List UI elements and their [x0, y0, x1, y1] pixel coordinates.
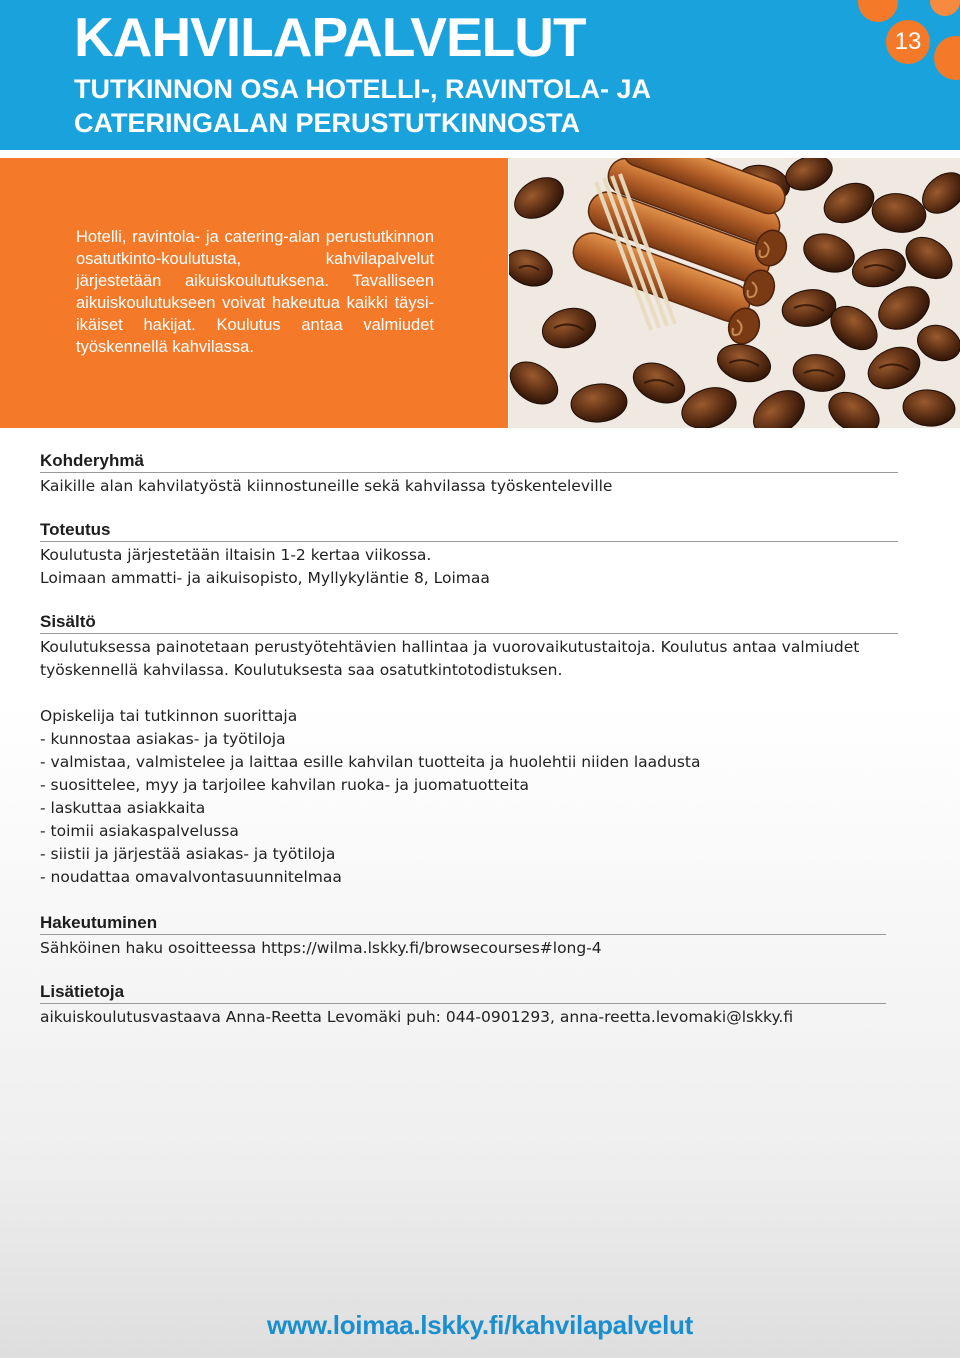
section-body	[40, 475, 898, 498]
page-subtitle: TUTKINNON OSA HOTELLI-, RAVINTOLA- JA CATERINGALAN PERUSTUTKINNOSTA	[74, 74, 650, 138]
contact-line: aikuiskoulutusvastaava Anna-Reetta Levomäki puh: 044-0901293, anna-reetta.levomaki@lskky.fi	[40, 1008, 794, 1026]
section-toteutus	[40, 519, 898, 590]
skills-list	[40, 705, 700, 889]
body-line: Koulutusta järjestetään iltaisin 1-2 kertaa viikossa.	[40, 546, 432, 564]
section-body	[40, 636, 898, 682]
header-divider	[0, 150, 960, 158]
list-item: - noudattaa omavalvontasuunnitelmaa	[40, 868, 342, 886]
section-title: Hakeutuminen	[40, 912, 886, 935]
page-title: KAHVILAPALVELUT	[74, 6, 586, 68]
section-title: Kohderyhmä	[40, 450, 898, 473]
application-link[interactable]: Sähköinen haku osoitteessa https://wilma.lskky.fi/browsecourses#long-4	[40, 939, 602, 957]
list-item: - valmistaa, valmistelee ja laittaa esille kahvilan tuotteita ja huolehtii niiden laadusta	[40, 753, 701, 771]
list-item: - laskuttaa asiakkaita	[40, 799, 206, 817]
section-lisatietoja	[40, 981, 886, 1029]
list-intro: Opiskelija tai tutkinnon suorittaja	[40, 707, 298, 725]
section-hakeutuminen	[40, 912, 886, 960]
section-title: Toteutus	[40, 519, 898, 542]
coffee-cinnamon-photo	[509, 158, 960, 428]
body-line: Koulutuksessa painotetaan perustyötehtävien hallintaa ja vuorovaikutustaitoja. Koulutus antaa valmiudet	[40, 638, 860, 656]
list-item: - siistii ja järjestää asiakas- ja työtiloja	[40, 845, 336, 863]
page-number: 13	[886, 20, 930, 64]
body-line: Kaikille alan kahvilatyöstä kiinnostuneille sekä kahvilassa työskenteleville	[40, 477, 613, 495]
section-body	[40, 544, 898, 590]
section-body	[40, 1006, 886, 1029]
section-sisalto	[40, 611, 898, 682]
section-body	[40, 937, 886, 960]
list-item: - suosittelee, myy ja tarjoilee kahvilan ruoka- ja juomatuotteita	[40, 776, 530, 794]
section-kohderyhma	[40, 450, 898, 498]
list-item: - toimii asiakaspalvelussa	[40, 822, 239, 840]
section-title: Sisältö	[40, 611, 898, 634]
section-title: Lisätietoja	[40, 981, 886, 1004]
intro-panel	[0, 158, 508, 428]
body-line: työskennellä kahvilassa. Koulutuksesta saa osatutkintotodistuksen.	[40, 661, 563, 679]
footer-url-link[interactable]: www.loimaa.lskky.fi/kahvilapalvelut	[267, 1310, 693, 1340]
list-item: - kunnostaa asiakas- ja työtiloja	[40, 730, 286, 748]
intro-text: Hotelli, ravintola- ja catering-alan perustutkinnon osatutkinto-koulutusta, kahvilapalvelut järjestetään aikuiskoulutuksena. Tavalliseen aikuiskoulutukseen voivat hakeutua kaikki täysi-ikäiset hakijat. Koulutus antaa valmiudet työskennellä kahvilassa.	[76, 228, 434, 356]
body-line: Loimaan ammatti- ja aikuisopisto, Myllykyläntie 8, Loimaa	[40, 569, 490, 587]
